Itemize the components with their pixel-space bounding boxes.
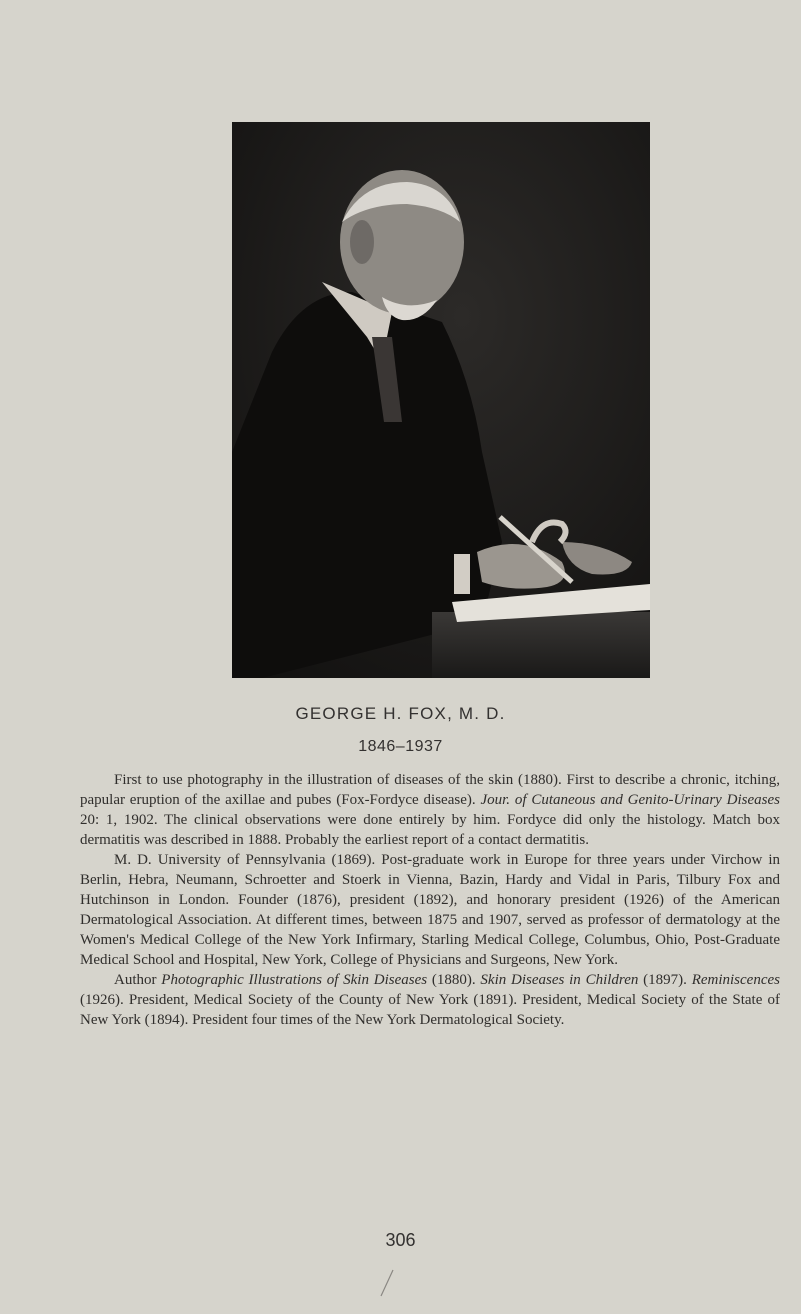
text-run: (1926). President, Medical Society of the County of New York (1891). President, Medical Society of the State of New York (1894). President four times of the New York Dermatological Society.: [80, 992, 780, 1028]
text-run: 20: 1, 1902. The clinical observations were done entirely by him. Fordyce did only the histology. Match box dermatitis was described in 1888. Probably the earliest report of a contact dermatitis.: [80, 812, 780, 848]
biography-paragraph: [80, 850, 780, 970]
page-number: 306: [385, 1230, 416, 1250]
book-title: Photographic Illustrations of Skin Diseases: [161, 972, 428, 988]
portrait-caption-name: GEORGE H. FOX, M. D.: [295, 704, 506, 723]
text-run: Author: [114, 972, 162, 988]
biography-paragraph: [80, 970, 780, 1030]
pencil-mark-icon: [377, 1268, 397, 1298]
book-title: Skin Diseases in Children: [480, 972, 639, 988]
book-title: Reminiscences: [691, 972, 780, 988]
journal-title: Jour. of Cutaneous and Genito-Urinary Diseases: [480, 792, 780, 808]
biography-text: [80, 770, 780, 1030]
text-run: M. D. University of Pennsylvania (1869). Post-graduate work in Europe for three years under Virchow in Berlin, Hebra, Neumann, Schroetter and Stoerk in Vienna, Bazin, Hardy and Vidal in Paris, Tilbury Fox and Hutchinson in London. Founder (1876), president (1892), and honorary president (1926) of the American Dermatological Association. At different times, between 1875 and 1907, served as professor of dermatology at the Women's Medical College of the New York Infirmary, Starling Medical College, Columbus, Ohio, Post-Graduate Medical School and Hospital, New York, College of Physicians and Surgeons, New York.: [80, 852, 780, 968]
portrait-photo: [232, 122, 650, 678]
text-run: (1897).: [638, 972, 692, 988]
portrait-icon: [232, 122, 650, 678]
portrait-caption-dates: 1846–1937: [358, 738, 443, 755]
biography-paragraph: [80, 770, 780, 850]
text-run: (1880).: [427, 972, 481, 988]
text-run: First to use photography in the illustration of diseases of the skin (1880). First to describe a chronic, itching, papular eruption of the axillae and pubes (Fox-Fordyce disease).: [80, 772, 780, 808]
